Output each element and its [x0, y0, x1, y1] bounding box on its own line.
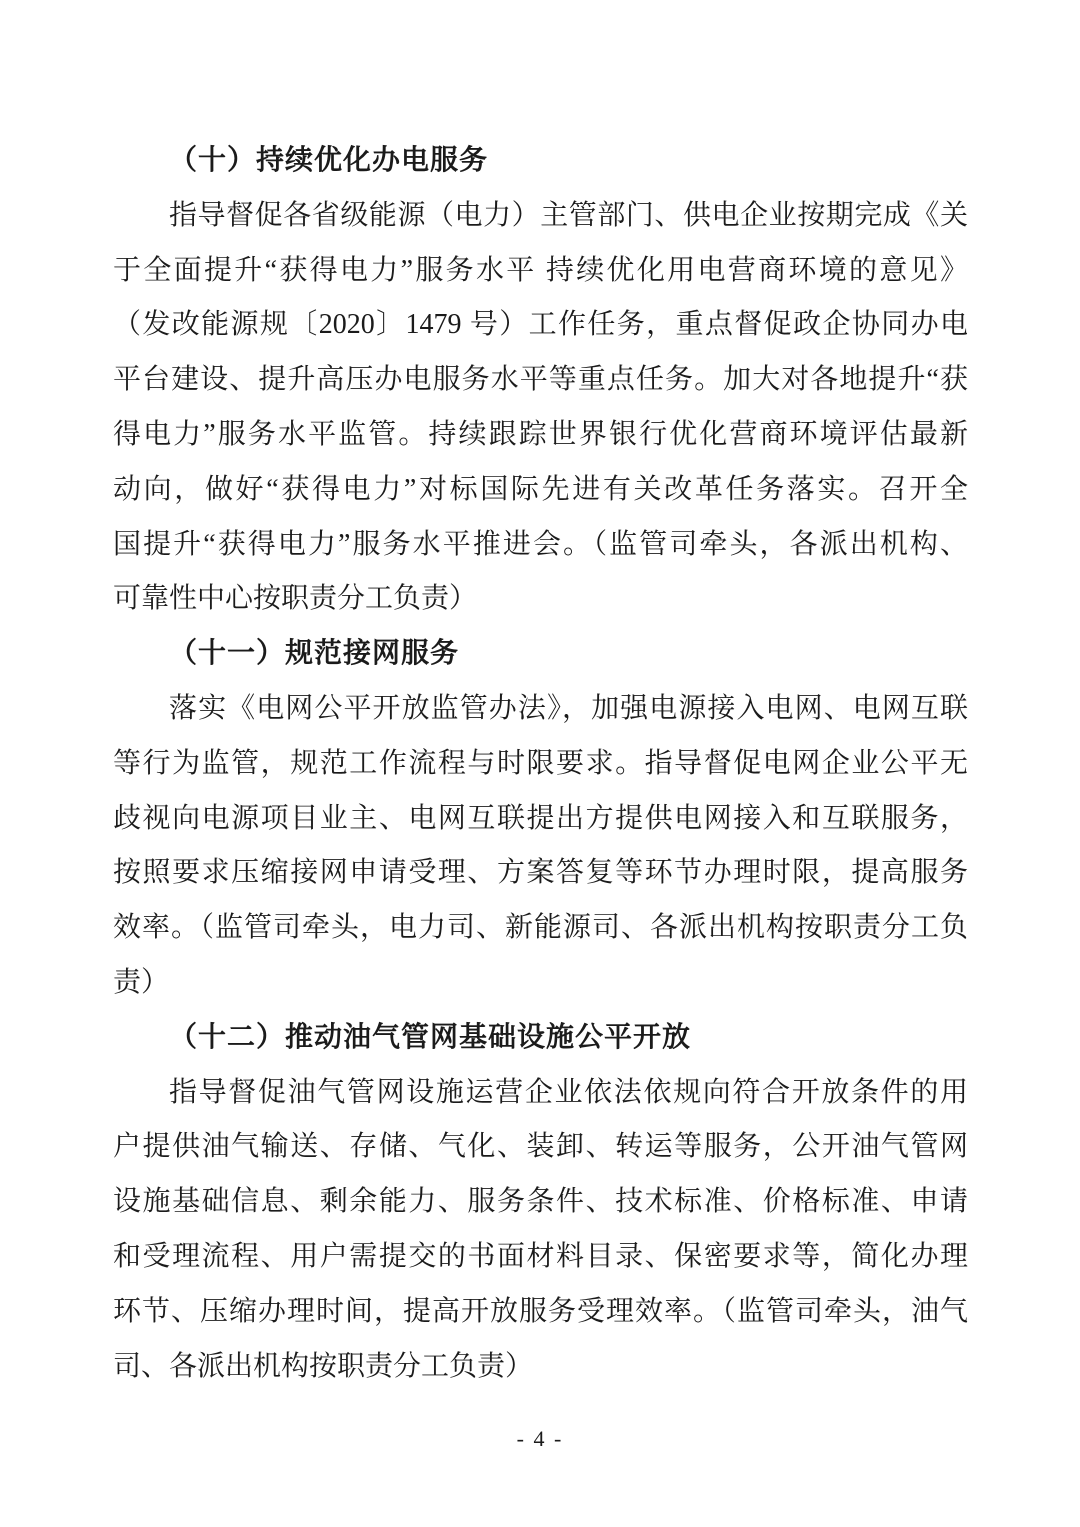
page-number: - 4 - [516, 1426, 564, 1451]
document-body [113, 134, 968, 1394]
section-heading: （十）持续优化办电服务 [169, 145, 489, 176]
body-line: 指导督促油气管网设施运营企业依法依规向符合开放条件的用 [169, 1076, 968, 1108]
body-line: 可靠性中心按职责分工负责） [113, 583, 478, 615]
body-line: 户提供油气输送、存储、气化、装卸、转运等服务，公开油气管网 [113, 1131, 968, 1163]
body-line: 效率。（监管司牵头，电力司、新能源司、各派出机构按职责分工负 [113, 912, 968, 944]
body-line: 于全面提升“获得电力”服务水平 持续优化用电营商环境的意见》 [113, 254, 968, 286]
body-line: 等行为监管，规范工作流程与时限要求。指导督促电网企业公平无 [113, 747, 968, 779]
body-line: 责） [113, 966, 170, 998]
body-line: （发改能源规〔2020〕1479 号）工作任务，重点督促政企协同办电 [113, 309, 968, 341]
body-line: 国提升“获得电力”服务水平推进会。（监管司牵头，各派出机构、 [113, 528, 968, 560]
section [113, 627, 968, 1011]
body-line: 平台建设、提升高压办电服务水平等重点任务。加大对各地提升“获 [113, 364, 968, 396]
body-line: 环节、压缩办理时间，提高开放服务受理效率。（监管司牵头，油气 [113, 1295, 968, 1327]
body-line: 指导督促各省级能源（电力）主管部门、供电企业按期完成《关 [169, 199, 968, 231]
body-line: 歧视向电源项目业主、电网互联提出方提供电网接入和互联服务， [113, 802, 968, 834]
section-heading: （十一）规范接网服务 [169, 638, 460, 670]
body-line: 得电力”服务水平监管。持续跟踪世界银行优化营商环境评估最新 [113, 418, 968, 450]
section-heading: （十二）推动油气管网基础设施公平开放 [169, 1021, 692, 1053]
section [113, 134, 968, 627]
body-line: 和受理流程、用户需提交的书面材料目录、保密要求等，简化办理 [113, 1240, 968, 1272]
section [113, 1011, 968, 1395]
body-line: 落实《电网公平开放监管办法》，加强电源接入电网、电网互联 [169, 692, 968, 724]
body-line: 按照要求压缩接网申请受理、方案答复等环节办理时限，提高服务 [113, 857, 968, 889]
body-line: 司、各派出机构按职责分工负责） [113, 1350, 534, 1382]
body-line: 设施基础信息、剩余能力、服务条件、技术标准、价格标准、申请 [113, 1186, 968, 1218]
body-line: 动向，做好“获得电力”对标国际先进有关改革任务落实。召开全 [113, 473, 968, 505]
